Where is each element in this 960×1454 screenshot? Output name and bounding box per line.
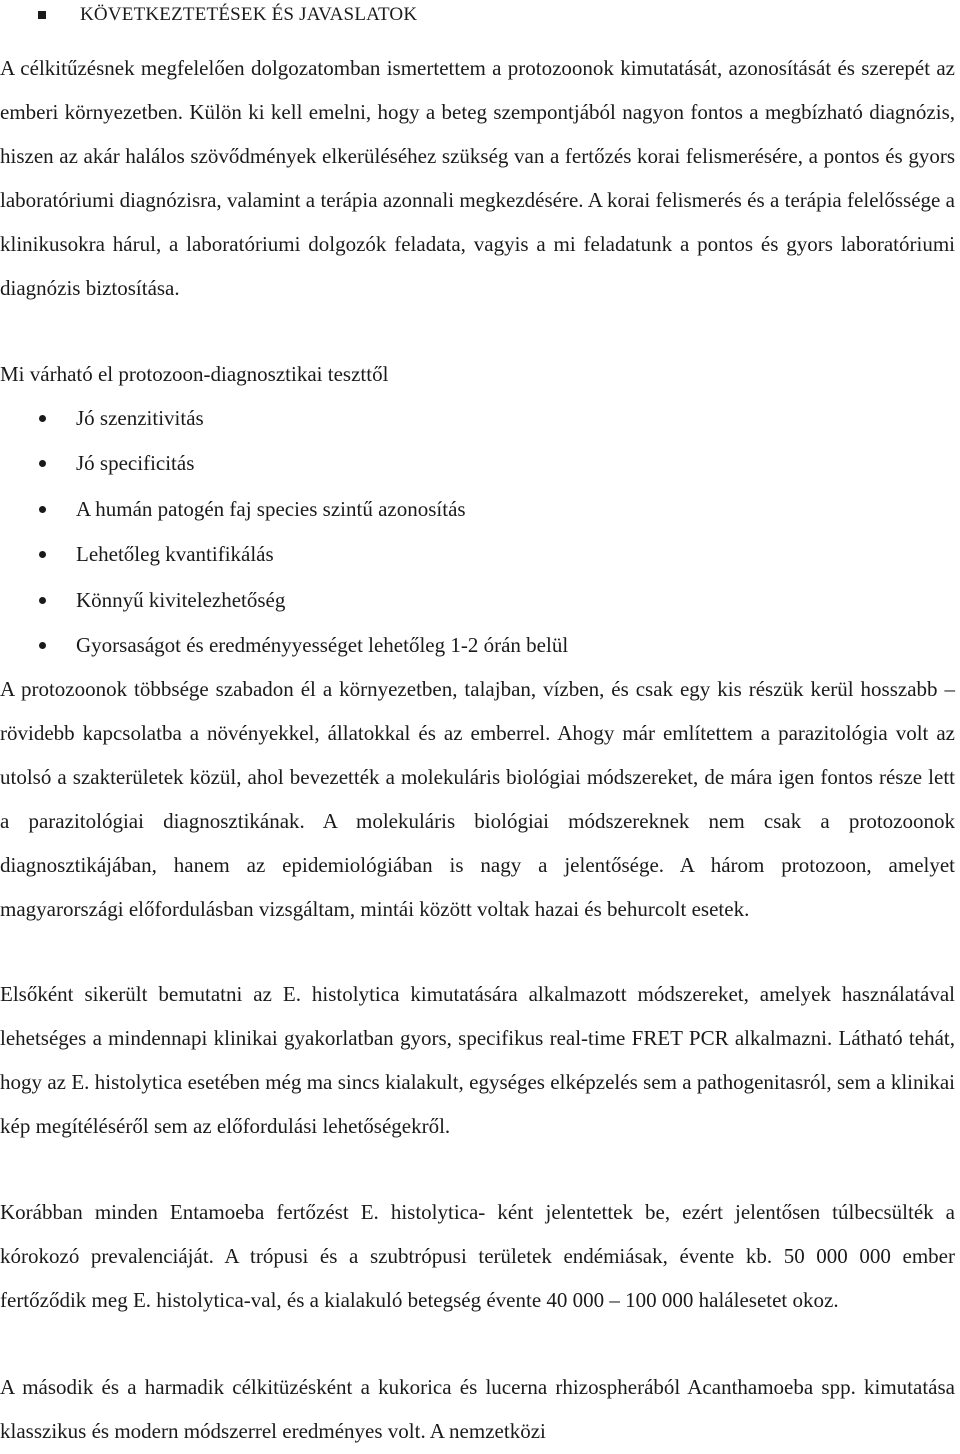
list-item: Gyorsaságot és eredményyességet lehetőleg 1-2 órán belül	[0, 623, 955, 668]
list-item: Lehetőleg kvantifikálás	[0, 532, 955, 577]
list-item: Jó szenzitivitás	[0, 396, 955, 441]
round-bullet-icon	[39, 597, 46, 604]
list-item: Könnyű kivitelezhetőség	[0, 578, 955, 623]
paragraph-protozoa-environment: A protozoonok többsége szabadon él a környezetben, talajban, vízben, és csak egy kis részük kerül hosszabb – rövidebb kapcsolatba a növényekkel, állatokkal és az emberrel. Ahogy már említettem a parazitológia volt az utolsó a szakterületek közül, ahol bevezették a molekuláris biológiai módszereket, de mára igen fontos része lett a parazitológiai diagnosztikának. A molekuláris biológiai módszereknek nem csak a protozoonok diagnosztikájában, hanem az epidemiológiában is nagy a jelentősége. A három protozoon, amelyet magyarországi előfordulásban vizsgáltam, mintái között voltak hazai és behurcolt esetek.	[0, 677, 955, 921]
paragraph-intro: A célkitűzésnek megfelelően dolgozatomban ismertettem a protozoonok kimutatását, azonosítását és szerepét az emberi környezetben. Külön ki kell emelni, hogy a beteg szempontjából nagyon fontos a megbízható diagnózis, hiszen az akár halálos szövődmények elkerüléséhez szükség van a fertőzés korai felismerésére, a pontos és gyors laboratóriumi diagnózisra, valamint a terápia azonnali megkezdésére. A korai felismerés és a terápia felelőssége a klinikusokra hárul, a laboratóriumi dolgozók feladata, vagyis a mi feladatunk a pontos és gyors laboratóriumi diagnózis biztosítása.	[0, 56, 955, 300]
round-bullet-icon	[39, 551, 46, 558]
paragraph-prevalence: Korábban minden Entamoeba fertőzést E. histolytica- ként jelentettek be, ezért jelentősen túlbecsülték a kórokozó prevalenciáját. A trópusi és a szubtrópusi területek endémiásak, évente kb. 50 000 000 ember fertőződik meg E. histolytica-val, és a kialakuló betegség évente 40 000 – 100 000 halálesetet okoz.	[0, 1200, 955, 1312]
section-title: KÖVETKEZTETÉSEK ÉS JAVASLATOK	[80, 4, 418, 25]
round-bullet-icon	[39, 460, 46, 467]
square-bullet-icon	[38, 11, 46, 19]
paragraph-histolytica-methods: Elsőként sikerült bemutatni az E. histolytica kimutatására alkalmazott módszereket, amelyek használatával lehetséges a mindennapi klinikai gyakorlatban gyors, specifikus real-time FRET PCR alkalmazni. Látható tehát, hogy az E. histolytica esetében még ma sincs kialakult, egységes elképzelés sem a pathogenitasról, sem a klinikai kép megítéléséről sem az előfordulási lehetőségekről.	[0, 982, 955, 1138]
criteria-list	[0, 396, 955, 668]
paragraph-acanthamoeba: A második és a harmadik célkitüzésként a kukorica és lucerna rhizospherából Acanthamoeba spp. kimutatása klasszikus és modern módszerrel eredményes volt. A nemzetközi	[0, 1375, 955, 1443]
round-bullet-icon	[39, 642, 46, 649]
list-item: A humán patogén faj species szintű azonosítás	[0, 487, 955, 532]
round-bullet-icon	[39, 506, 46, 513]
section-heading	[0, 0, 417, 30]
round-bullet-icon	[39, 415, 46, 422]
paragraph-criteria-question: Mi várható el protozoon-diagnosztikai teszttől	[0, 362, 389, 386]
list-item: Jó specificitás	[0, 441, 955, 486]
